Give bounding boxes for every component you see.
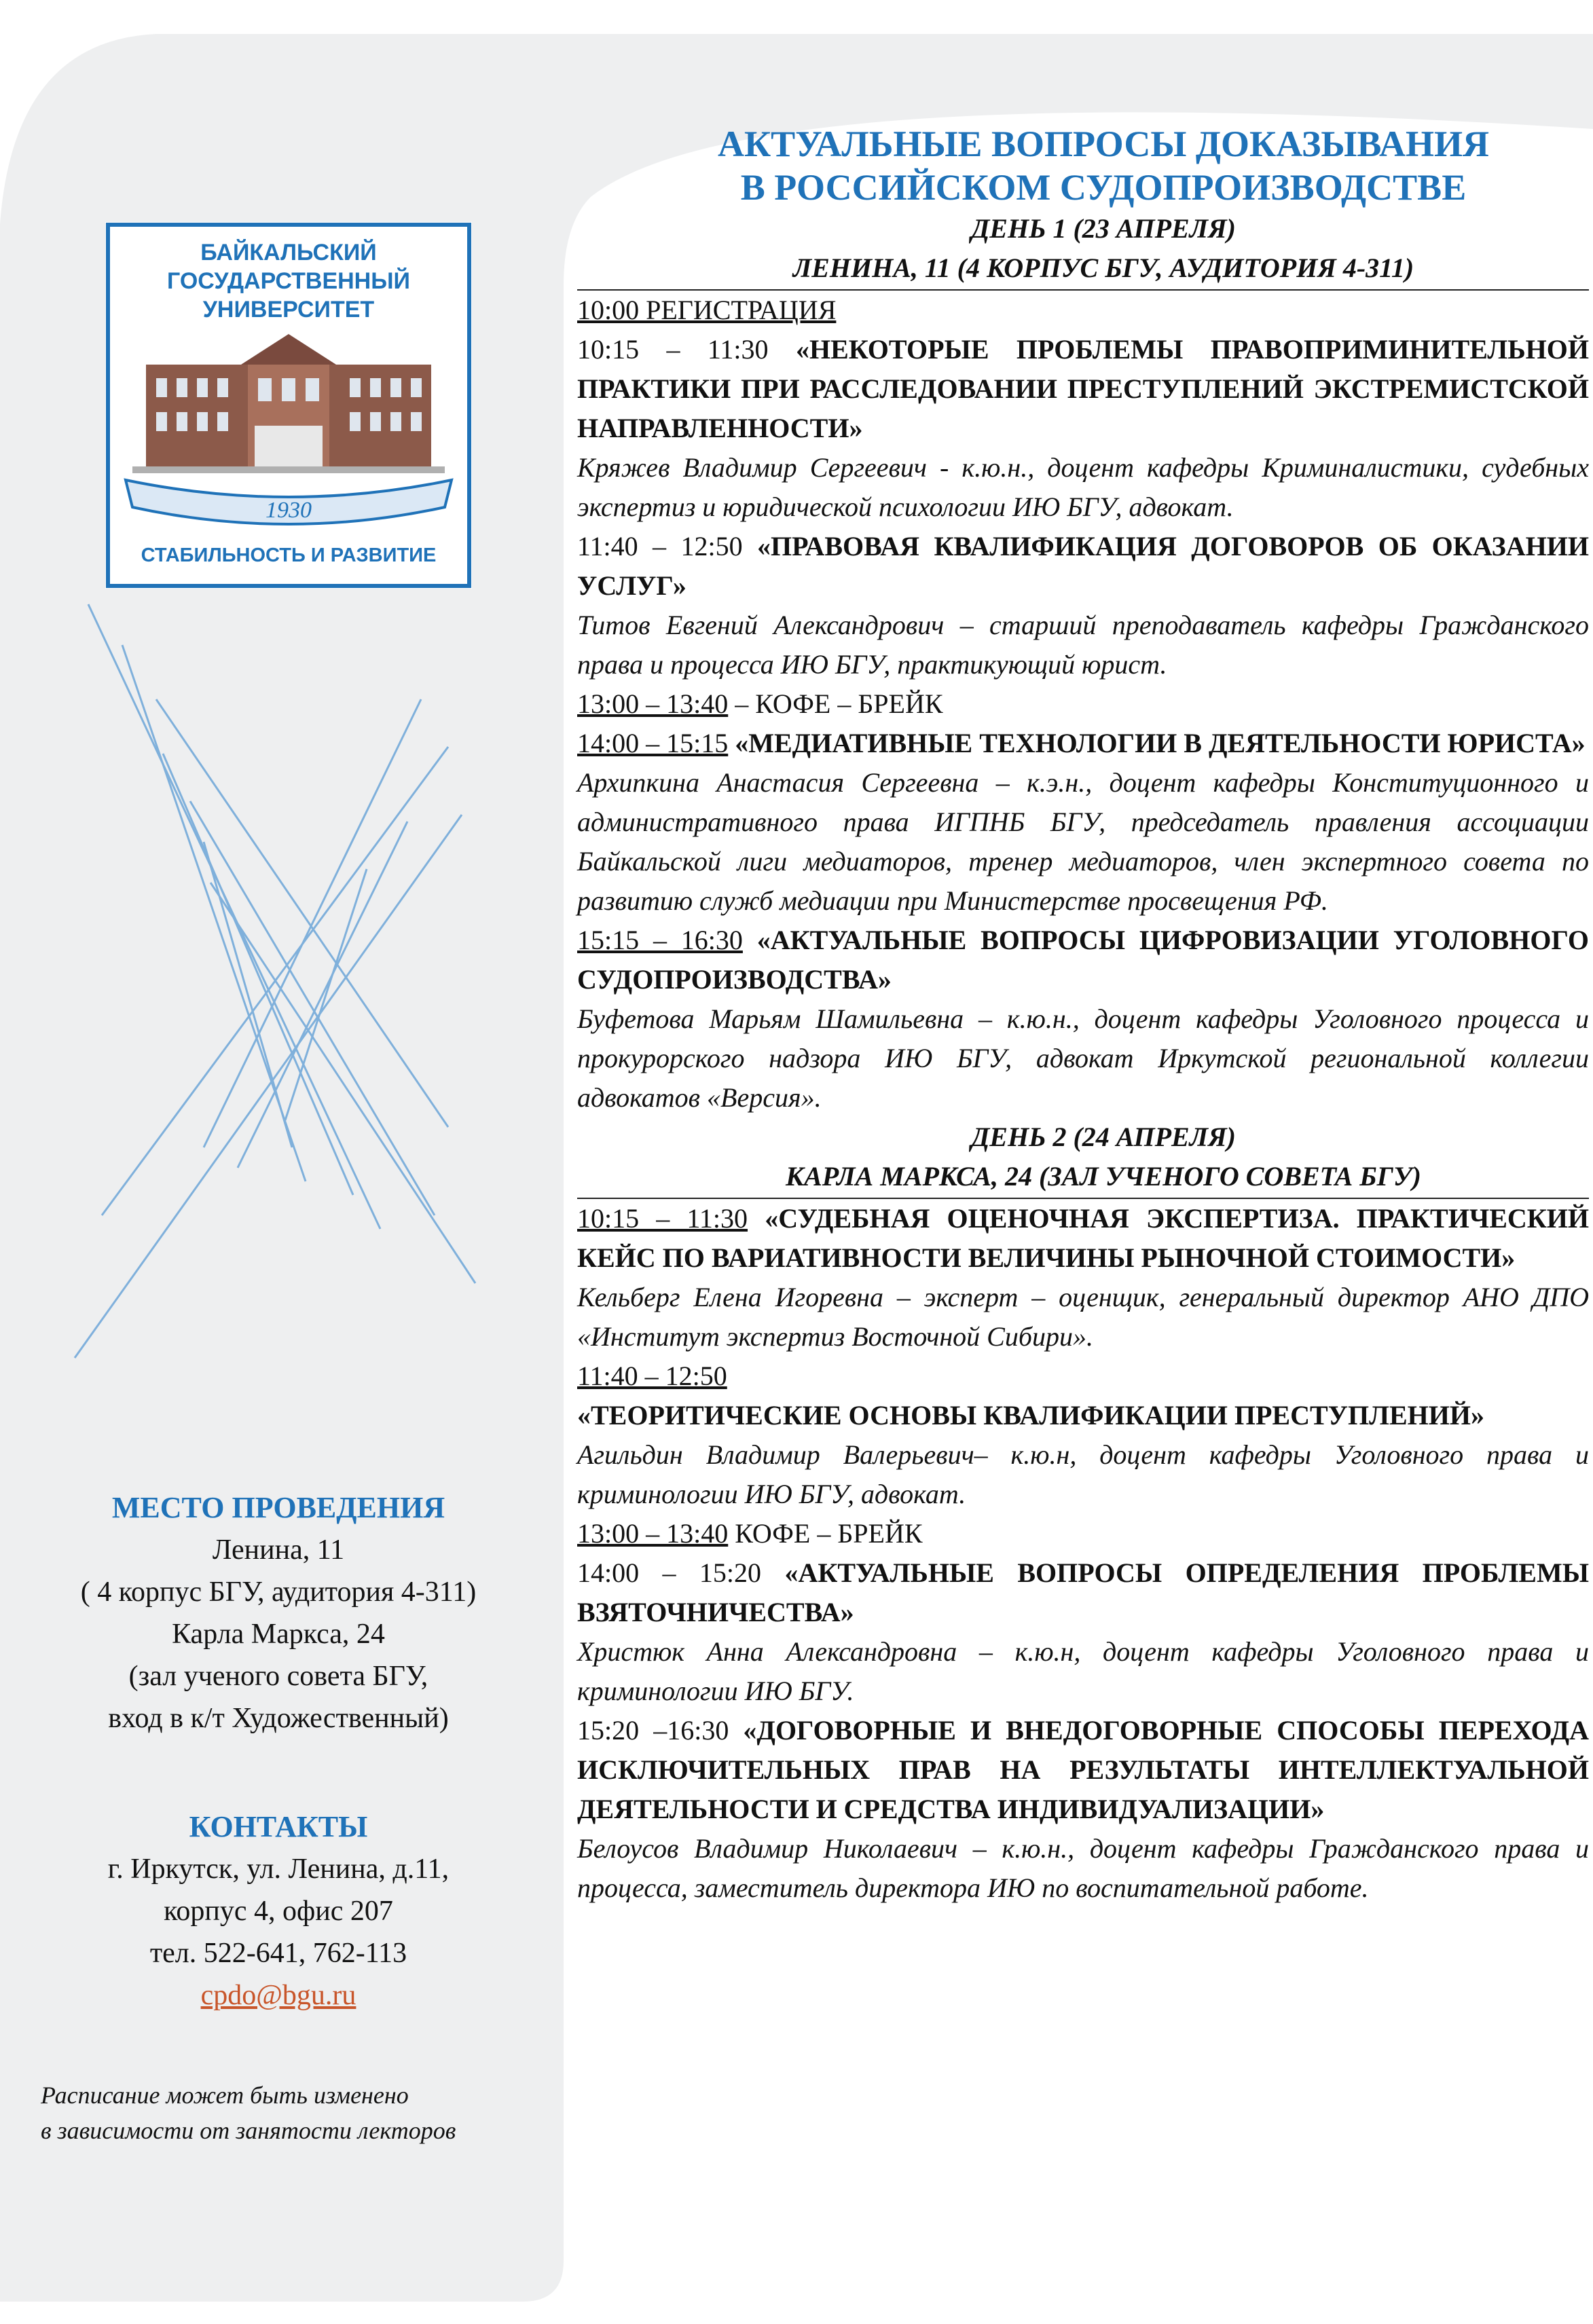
venue-block (27, 1487, 530, 1739)
talk-name: «МЕДИАТИВНЫЕ ТЕХНОЛОГИИ В ДЕЯТЕЛЬНОСТИ ЮРИСТА» (735, 728, 1586, 758)
talk-time: 11:40 – 12:50 (577, 1361, 727, 1391)
logo-line-3: УНИВЕРСИТЕТ (202, 297, 375, 322)
venue-heading: МЕСТО ПРОВЕДЕНИЯ (111, 1491, 445, 1524)
logo-motto: СТАБИЛЬНОСТЬ И РАЗВИТИЕ (141, 545, 437, 566)
logo-year: 1930 (266, 498, 312, 523)
program (577, 122, 1589, 1908)
talk-speaker: Кельберг Елена Игоревна – эксперт – оценщик, генеральный директор АНО ДПО «Институт экспертиз Восточной Сибири». (577, 1282, 1589, 1352)
talk-name: «СУДЕБНАЯ ОЦЕНОЧНАЯ ЭКСПЕРТИЗА. ПРАКТИЧЕСКИЙ КЕЙС ПО ВАРИАТИВНОСТИ ВЕЛИЧИНЫ РЫНОЧНОЙ СТОИМОСТИ» (577, 1203, 1589, 1273)
talk-title (577, 1199, 1589, 1278)
coffee-break (577, 1514, 1589, 1553)
email-link[interactable]: cpdo@bgu.ru (200, 1980, 356, 2011)
day1-place: ЛЕНИНА, 11 (4 КОРПУС БГУ, АУДИТОРИЯ 4-311) (792, 253, 1414, 283)
talk-speaker: Кряжев Владимир Сергеевич - к.ю.н., доцент кафедры Криминалистики, судебных экспертиз и юридической психологии ИЮ БГУ, адвокат. (577, 452, 1589, 522)
talk-time: 10:15 – 11:30 (577, 334, 769, 365)
talk-title (577, 1553, 1589, 1632)
logo-graphic (105, 222, 472, 589)
talk-time: 14:00 – 15:15 (577, 728, 729, 758)
talk-name: «ТЕОРИТИЧЕСКИЕ ОСНОВЫ КВАЛИФИКАЦИИ ПРЕСТУПЛЕНИЙ» (577, 1400, 1484, 1431)
coffee-time: 13:00 – 13:40 (577, 688, 729, 719)
contacts-line: корпус 4, офис 207 (164, 1896, 393, 1927)
title-line: АКТУАЛЬНЫЕ ВОПРОСЫ ДОКАЗЫВАНИЯ (718, 124, 1489, 164)
venue-line: вход в к/т Художественный) (108, 1703, 449, 1734)
note-line: Расписание может быть изменено (41, 2082, 409, 2109)
coffee-label: КОФЕ – БРЕЙК (728, 1518, 923, 1549)
contacts-line: тел. 522-641, 762-113 (149, 1938, 407, 1969)
talk-title (577, 527, 1589, 606)
coffee-label: – КОФЕ – БРЕЙК (728, 688, 943, 719)
talk-name: «ПРАВОВАЯ КВАЛИФИКАЦИЯ ДОГОВОРОВ ОБ ОКАЗАНИИ УСЛУГ» (577, 531, 1590, 601)
venue-line: Карла Маркса, 24 (172, 1619, 385, 1650)
talk-name: «ДОГОВОРНЫЕ И ВНЕДОГОВОРНЫЕ СПОСОБЫ ПЕРЕХОДА ИСКЛЮЧИТЕЛЬНЫХ ПРАВ НА РЕЗУЛЬТАТЫ ИНТЕЛЛЕКТУАЛЬНОЙ ДЕЯТЕЛЬНОСТИ И СРЕДСТВА ИНДИВИДУАЛИЗАЦИИ» (577, 1715, 1589, 1824)
talk-time: 15:20 –16:30 (577, 1715, 729, 1746)
registration: 10:00 РЕГИСТРАЦИЯ (577, 295, 837, 325)
talk-name: «АКТУАЛЬНЫЕ ВОПРОСЫ ОПРЕДЕЛЕНИЯ ПРОБЛЕМЫ ВЗЯТОЧНИЧЕСТВА» (577, 1557, 1589, 1627)
talk-speaker: Белоусов Владимир Николаевич – к.ю.н., доцент кафедры Гражданского права и процесса, заместитель директора ИЮ по воспитательной работе. (577, 1833, 1589, 1903)
university-logo (105, 222, 472, 589)
note-line: в зависимости от занятости лекторов (41, 2117, 456, 2144)
talk-title (577, 921, 1589, 999)
talk-speaker: Христюк Анна Александровна – к.ю.н, доцент кафедры Уголовного права и криминологии ИЮ БГУ. (577, 1636, 1589, 1706)
talk-name: «АКТУАЛЬНЫЕ ВОПРОСЫ ЦИФРОВИЗАЦИИ УГОЛОВНОГО СУДОПРОИЗВОДСТВА» (577, 925, 1590, 995)
talk-time: 11:40 – 12:50 (577, 531, 743, 561)
talk-title (577, 1711, 1589, 1829)
schedule-note (41, 2078, 543, 2148)
day1-heading: ДЕНЬ 1 (23 АПРЕЛЯ) (970, 213, 1237, 244)
page-title (577, 122, 1589, 209)
coffee-break (577, 684, 1589, 724)
talk-time: 15:15 – 16:30 (577, 925, 743, 955)
talk-time: 10:15 – 11:30 (577, 1203, 748, 1234)
coffee-time: 13:00 – 13:40 (577, 1518, 729, 1549)
contacts-line: г. Иркутск, ул. Ленина, д.11, (107, 1853, 450, 1885)
venue-line: (зал ученого совета БГУ, (128, 1661, 428, 1692)
talk-name: «НЕКОТОРЫЕ ПРОБЛЕМЫ ПРАВОПРИМИНИТЕЛЬНОЙ ПРАКТИКИ ПРИ РАССЛЕДОВАНИИ ПРЕСТУПЛЕНИЙ ЭКСТРЕМИСТСКОЙ НАПРАВЛЕННОСТИ» (577, 334, 1589, 443)
contacts-block (27, 1806, 530, 2016)
talk-time: 14:00 – 15:20 (577, 1557, 762, 1588)
day2-heading: ДЕНЬ 2 (24 АПРЕЛЯ) (970, 1122, 1237, 1152)
logo-line-1: БАЙКАЛЬСКИЙ (200, 240, 377, 265)
logo-line-2: ГОСУДАРСТВЕННЫЙ (167, 268, 410, 294)
day2-place: КАРЛА МАРКСА, 24 (ЗАЛ УЧЕНОГО СОВЕТА БГУ) (786, 1161, 1421, 1192)
talk-speaker: Титов Евгений Александрович – старший преподаватель кафедры Гражданского права и процесса ИЮ БГУ, практикующий юрист. (577, 610, 1589, 680)
talk-speaker: Архипкина Анастасия Сергеевна – к.э.н., доцент кафедры Конституционного и административного права ИГПНБ БГУ, председатель правления ассоциации Байкальской лиги медиаторов, тренер медиаторов, член экспертного совета по развитию служб медиации при Министерстве просвещения РФ. (577, 767, 1589, 916)
title-line: В РОССИЙСКОМ СУДОПРОИЗВОДСТВЕ (740, 167, 1467, 208)
talk-speaker: Агильдин Владимир Валерьевич– к.ю.н, доцент кафедры Уголовного права и криминологии ИЮ БГУ, адвокат. (577, 1439, 1589, 1509)
talk-speaker: Буфетова Марьям Шамильевна – к.ю.н., доцент кафедры Уголовного процесса и прокурорского надзора ИЮ БГУ, адвокат Иркутской региональной коллегии адвокатов «Версия». (577, 1003, 1589, 1113)
talk-title (577, 724, 1589, 763)
venue-line: ( 4 корпус БГУ, аудитория 4-311) (80, 1576, 477, 1608)
venue-line: Ленина, 11 (212, 1534, 345, 1566)
talk-title (577, 330, 1589, 448)
contacts-heading: КОНТАКТЫ (189, 1810, 368, 1843)
